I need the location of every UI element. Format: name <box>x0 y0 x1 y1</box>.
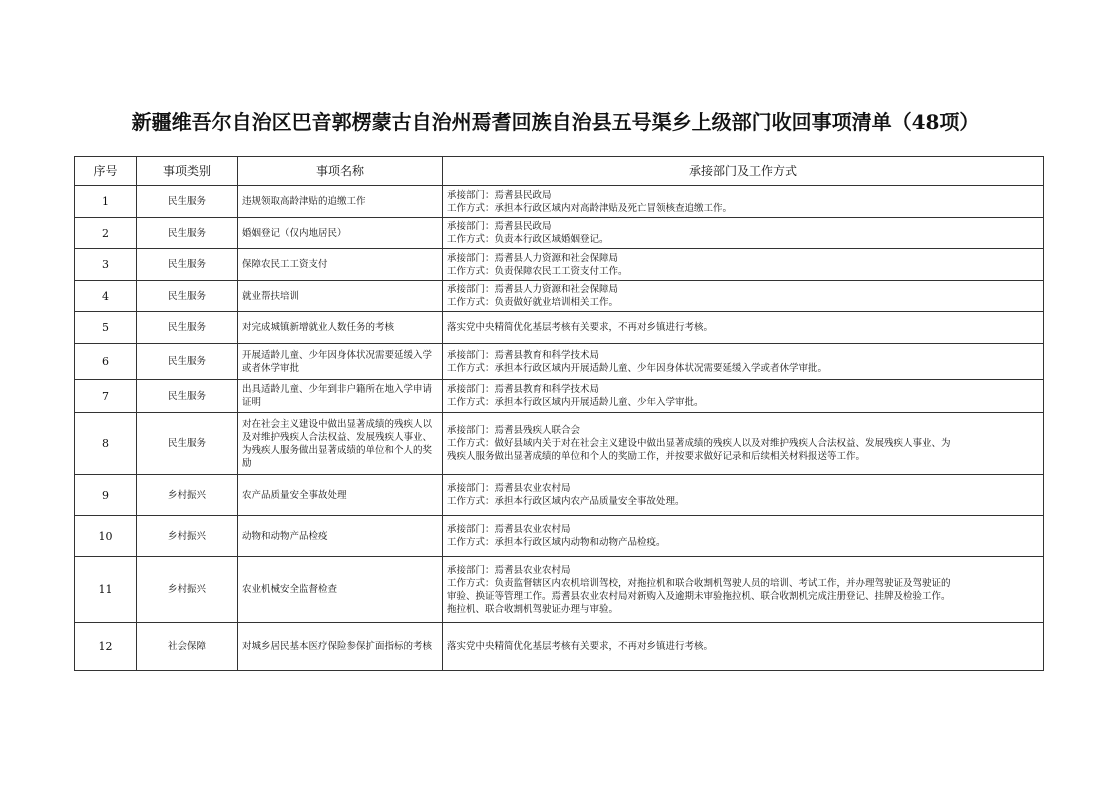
department-line: 承接部门：焉耆县农业农村局 <box>447 564 571 576</box>
department-line: 承接部门：焉耆县教育和科学技术局 <box>447 384 600 395</box>
department-line: 工作方式：承担本行政区域内开展适龄儿童、少年入学审批。 <box>447 397 704 408</box>
row-category: 乡村振兴 <box>137 516 238 557</box>
department-line: 承接部门：焉耆县残疾人联合会 <box>447 425 581 436</box>
row-department <box>443 218 1044 249</box>
department-line: 拖拉机、联合收割机驾驶证办理与审验。 <box>447 603 619 615</box>
department-line: 承接部门：焉耆县人力资源和社会保障局 <box>447 284 619 295</box>
row-department <box>443 380 1044 413</box>
table-header-row <box>75 157 1044 186</box>
table-row <box>75 218 1044 249</box>
row-name: 婚姻登记（仅内地居民） <box>238 218 443 249</box>
items-table <box>74 156 1044 671</box>
table-row <box>75 516 1044 557</box>
row-name: 动物和动物产品检疫 <box>238 516 443 557</box>
department-line: 工作方式：承担本行政区域内农产品质量安全事故处理。 <box>447 496 685 507</box>
row-department <box>443 413 1044 475</box>
row-name: 违规领取高龄津贴的追缴工作 <box>238 186 443 218</box>
page-title: 新疆维吾尔自治区巴音郭楞蒙古自治州焉耆回族自治县五号渠乡上级部门收回事项清单（48项） <box>131 110 980 134</box>
table-row <box>75 186 1044 218</box>
row-no: 11 <box>75 557 137 623</box>
row-no: 5 <box>75 312 137 344</box>
row-category: 民生服务 <box>137 218 238 249</box>
row-name: 出具适龄儿童、少年到非户籍所在地入学申请证明 <box>238 380 443 413</box>
header-department: 承接部门及工作方式 <box>443 157 1044 186</box>
row-category: 民生服务 <box>137 413 238 475</box>
table-row <box>75 557 1044 623</box>
row-department <box>443 516 1044 557</box>
department-line: 承接部门：焉耆县农业农村局 <box>447 524 571 535</box>
row-name: 对在社会主义建设中做出显著成绩的残疾人以及对维护残疾人合法权益、发展残疾人事业、为残疾人服务做出显著成绩的单位和个人的奖励 <box>238 413 443 475</box>
row-department <box>443 623 1044 671</box>
department-line: 承接部门：焉耆县人力资源和社会保障局 <box>447 252 619 264</box>
department-line: 残疾人服务做出显著成绩的单位和个人的奖励工作，并按要求做好记录和后续相关材料报送等工作。 <box>447 451 866 462</box>
row-category: 社会保障 <box>137 623 238 671</box>
department-line: 审验、换证等管理工作。焉耆县农业农村局对新购入及逾期未审验拖拉机、联合收割机完成注册登记、挂牌及检验工作。 <box>447 590 951 602</box>
table-row <box>75 380 1044 413</box>
row-category: 民生服务 <box>137 380 238 413</box>
row-department <box>443 281 1044 312</box>
department-line: 工作方式：承担本行政区域内开展适龄儿童、少年因身体状况需要延缓入学或者休学审批。 <box>447 362 828 374</box>
row-no: 6 <box>75 344 137 380</box>
department-line: 工作方式：负责保障农民工工资支付工作。 <box>447 265 628 277</box>
row-no: 4 <box>75 281 137 312</box>
row-name: 对城乡居民基本医疗保险参保扩面指标的考核 <box>238 623 443 671</box>
department-line: 落实党中央精简优化基层考核有关要求，不再对乡镇进行考核。 <box>447 322 714 333</box>
table-row <box>75 249 1044 281</box>
table-row <box>75 413 1044 475</box>
row-department <box>443 344 1044 380</box>
department-line: 工作方式：负责本行政区域婚姻登记。 <box>447 234 609 245</box>
row-no: 12 <box>75 623 137 671</box>
row-no: 3 <box>75 249 137 281</box>
row-category: 民生服务 <box>137 344 238 380</box>
row-department <box>443 249 1044 281</box>
row-department <box>443 475 1044 516</box>
row-name: 保障农民工工资支付 <box>238 249 443 281</box>
department-line: 承接部门：焉耆县民政局 <box>447 221 552 232</box>
row-department <box>443 557 1044 623</box>
row-category: 乡村振兴 <box>137 475 238 516</box>
row-department <box>443 186 1044 218</box>
table-row <box>75 312 1044 344</box>
row-no: 10 <box>75 516 137 557</box>
table-row <box>75 623 1044 671</box>
header-no: 序号 <box>75 157 137 186</box>
row-no: 7 <box>75 380 137 413</box>
department-line: 落实党中央精简优化基层考核有关要求，不再对乡镇进行考核。 <box>447 641 714 652</box>
row-category: 乡村振兴 <box>137 557 238 623</box>
row-category: 民生服务 <box>137 186 238 218</box>
table-row <box>75 344 1044 380</box>
row-name: 农业机械安全监督检查 <box>238 557 443 623</box>
row-name: 就业帮扶培训 <box>238 281 443 312</box>
department-line: 工作方式：负责做好就业培训相关工作。 <box>447 297 619 308</box>
table-row <box>75 475 1044 516</box>
department-line: 工作方式：做好县域内关于对在社会主义建设中做出显著成绩的残疾人以及对维护残疾人合法权益、发展残疾人事业、为 <box>447 438 951 449</box>
row-no: 9 <box>75 475 137 516</box>
row-category: 民生服务 <box>137 281 238 312</box>
department-line: 工作方式：负责监督辖区内农机培训驾校，对拖拉机和联合收割机驾驶人员的培训、考试工作，并办理驾驶证及驾驶证的 <box>447 577 951 589</box>
department-line: 工作方式：承担本行政区域内对高龄津贴及死亡冒领核查追缴工作。 <box>447 202 733 214</box>
row-no: 8 <box>75 413 137 475</box>
row-category: 民生服务 <box>137 249 238 281</box>
row-name: 农产品质量安全事故处理 <box>238 475 443 516</box>
department-line: 承接部门：焉耆县民政局 <box>447 189 552 201</box>
department-line: 工作方式：承担本行政区域内动物和动物产品检疫。 <box>447 537 666 548</box>
department-line: 承接部门：焉耆县农业农村局 <box>447 483 571 494</box>
table-row <box>75 281 1044 312</box>
row-category: 民生服务 <box>137 312 238 344</box>
row-no: 1 <box>75 186 137 218</box>
row-department <box>443 312 1044 344</box>
header-name: 事项名称 <box>238 157 443 186</box>
row-no: 2 <box>75 218 137 249</box>
header-category: 事项类别 <box>137 157 238 186</box>
department-line: 承接部门：焉耆县教育和科学技术局 <box>447 349 600 361</box>
row-name: 开展适龄儿童、少年因身体状况需要延缓入学或者休学审批 <box>238 344 443 380</box>
row-name: 对完成城镇新增就业人数任务的考核 <box>238 312 443 344</box>
